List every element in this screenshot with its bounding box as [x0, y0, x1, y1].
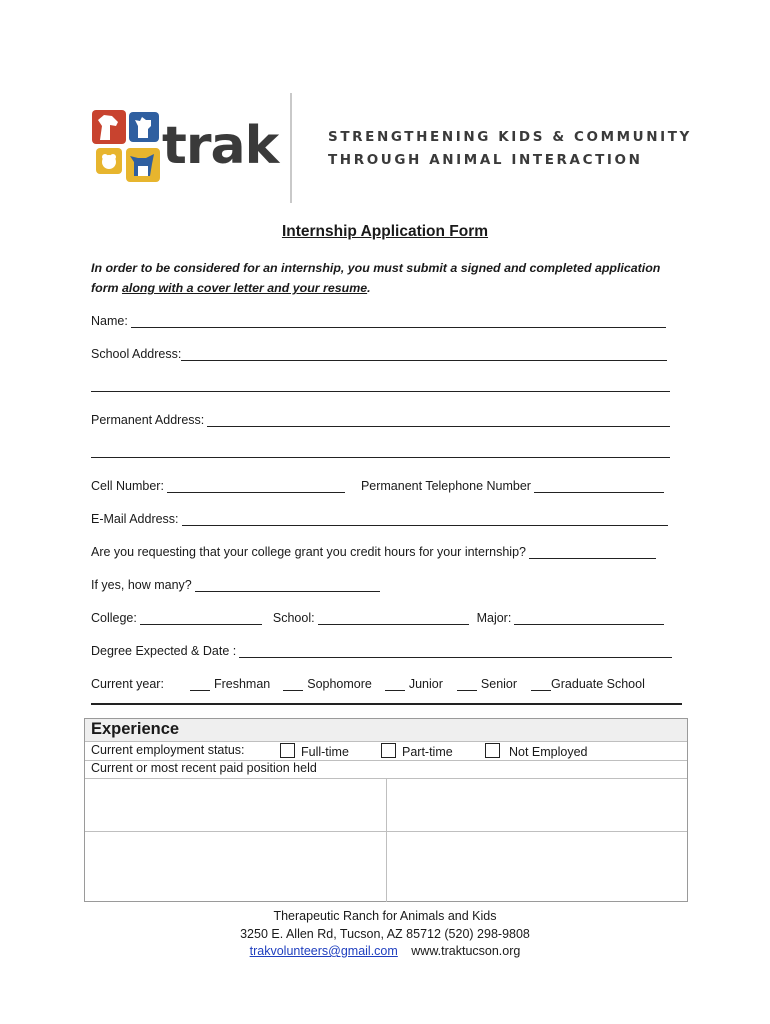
permanent-phone-field[interactable]	[534, 480, 664, 493]
degree-field[interactable]	[239, 645, 672, 658]
year-blank[interactable]	[457, 678, 477, 691]
logo-square-blue	[129, 112, 159, 142]
checkbox-part-time[interactable]	[381, 743, 396, 758]
tagline-line1: STRENGTHENING KIDS & COMMUNITY	[328, 129, 692, 145]
name-row	[91, 312, 666, 328]
name-field[interactable]	[131, 315, 666, 328]
year-option-freshman[interactable]	[190, 677, 270, 691]
year-option-sophomore[interactable]	[283, 677, 372, 691]
intro-period: .	[367, 281, 371, 295]
email-row	[91, 510, 668, 526]
checkbox-full-time[interactable]	[280, 743, 295, 758]
logo-square-yellow	[126, 148, 160, 182]
how-many-label: If yes, how many?	[91, 578, 192, 592]
credit-answer-field[interactable]	[529, 546, 656, 559]
cell-number-label: Cell Number:	[91, 479, 164, 493]
position-cell[interactable]	[387, 778, 687, 831]
school-address-row	[91, 345, 667, 361]
year-option-graduate-school[interactable]	[531, 677, 645, 691]
footer-email-link[interactable]: trakvolunteers@gmail.com	[249, 944, 398, 958]
horse-icon	[92, 110, 126, 144]
year-label: Graduate School	[551, 677, 645, 691]
year-label: Senior	[480, 677, 518, 691]
footer-address: 3250 E. Allen Rd, Tucson, AZ 85712 (520) 298-9808	[240, 926, 530, 941]
school-address-field[interactable]	[181, 348, 667, 361]
year-blank[interactable]	[190, 678, 210, 691]
footer	[0, 908, 770, 961]
email-field[interactable]	[182, 513, 668, 526]
logo-square-yellow-small	[96, 148, 122, 174]
year-blank[interactable]	[385, 678, 405, 691]
position-label: Current or most recent paid position held	[91, 761, 317, 775]
option-not-employed[interactable]	[485, 743, 588, 759]
logo-wordmark: trak	[162, 116, 279, 176]
degree-row	[91, 642, 672, 658]
college-row	[91, 609, 664, 625]
major-label: Major:	[476, 611, 512, 625]
position-cell[interactable]	[85, 778, 387, 831]
option-full-time[interactable]	[280, 743, 349, 759]
option-part-time[interactable]	[381, 743, 453, 759]
checkbox-not-employed[interactable]	[485, 743, 500, 758]
year-label: Freshman	[213, 677, 271, 691]
experience-table	[84, 718, 688, 902]
position-cell[interactable]	[387, 831, 687, 902]
position-cell[interactable]	[85, 831, 387, 902]
logo-square-red	[92, 110, 126, 144]
permanent-address-field-line2[interactable]	[91, 457, 670, 458]
option-label: Full-time	[301, 745, 349, 759]
credit-question: Are you requesting that your college grant you credit hours for your internship?	[91, 545, 526, 559]
year-option-junior[interactable]	[385, 677, 443, 691]
permanent-address-label: Permanent Address:	[91, 413, 205, 427]
degree-label: Degree Expected & Date :	[91, 644, 237, 658]
goat-icon	[129, 112, 159, 142]
dog-icon	[126, 148, 160, 182]
year-label: Sophomore	[307, 677, 372, 691]
school-address-label: School Address:	[91, 347, 182, 361]
current-year-label: Current year:	[91, 677, 164, 691]
cell-number-field[interactable]	[167, 480, 345, 493]
school-field[interactable]	[318, 612, 469, 625]
year-option-senior[interactable]	[457, 677, 517, 691]
header-divider	[290, 93, 292, 203]
experience-header	[85, 719, 687, 742]
how-many-row	[91, 576, 380, 592]
year-blank[interactable]	[283, 678, 303, 691]
permanent-address-field[interactable]	[207, 414, 670, 427]
school-address-field-line2[interactable]	[91, 391, 670, 392]
school-label: School:	[272, 611, 315, 625]
trak-logo	[92, 108, 279, 190]
year-label: Junior	[408, 677, 443, 691]
sheep-icon	[96, 148, 122, 174]
employment-status-row	[85, 742, 687, 761]
email-label: E-Mail Address:	[91, 512, 179, 526]
permanent-phone-label: Permanent Telephone Number	[360, 479, 531, 493]
option-label: Part-time	[402, 745, 453, 759]
tagline-line2: THROUGH ANIMAL INTERACTION	[328, 152, 643, 168]
how-many-field[interactable]	[195, 579, 380, 592]
phone-row	[91, 477, 664, 493]
experience-title: Experience	[91, 720, 180, 738]
form-intro	[91, 258, 691, 298]
current-year-row	[91, 675, 645, 691]
name-label: Name:	[91, 314, 128, 328]
intro-underlined: along with a cover letter and your resume	[121, 281, 368, 295]
position-row	[85, 761, 687, 778]
permanent-address-row	[91, 411, 670, 427]
year-blank[interactable]	[531, 678, 551, 691]
option-label: Not Employed	[509, 745, 588, 759]
credit-row	[91, 543, 656, 559]
major-field[interactable]	[514, 612, 664, 625]
footer-website: www.traktucson.org	[411, 944, 521, 958]
footer-org: Therapeutic Ranch for Animals and Kids	[273, 909, 497, 923]
section-divider	[91, 703, 682, 705]
college-field[interactable]	[140, 612, 262, 625]
footer-contact	[0, 943, 770, 961]
intro-text: In order to be considered for an internship, you must submit a signed and completed application form	[91, 261, 661, 295]
form-title: Internship Application Form	[281, 223, 489, 240]
college-label: College:	[91, 611, 137, 625]
employment-status-label: Current employment status:	[91, 743, 245, 757]
